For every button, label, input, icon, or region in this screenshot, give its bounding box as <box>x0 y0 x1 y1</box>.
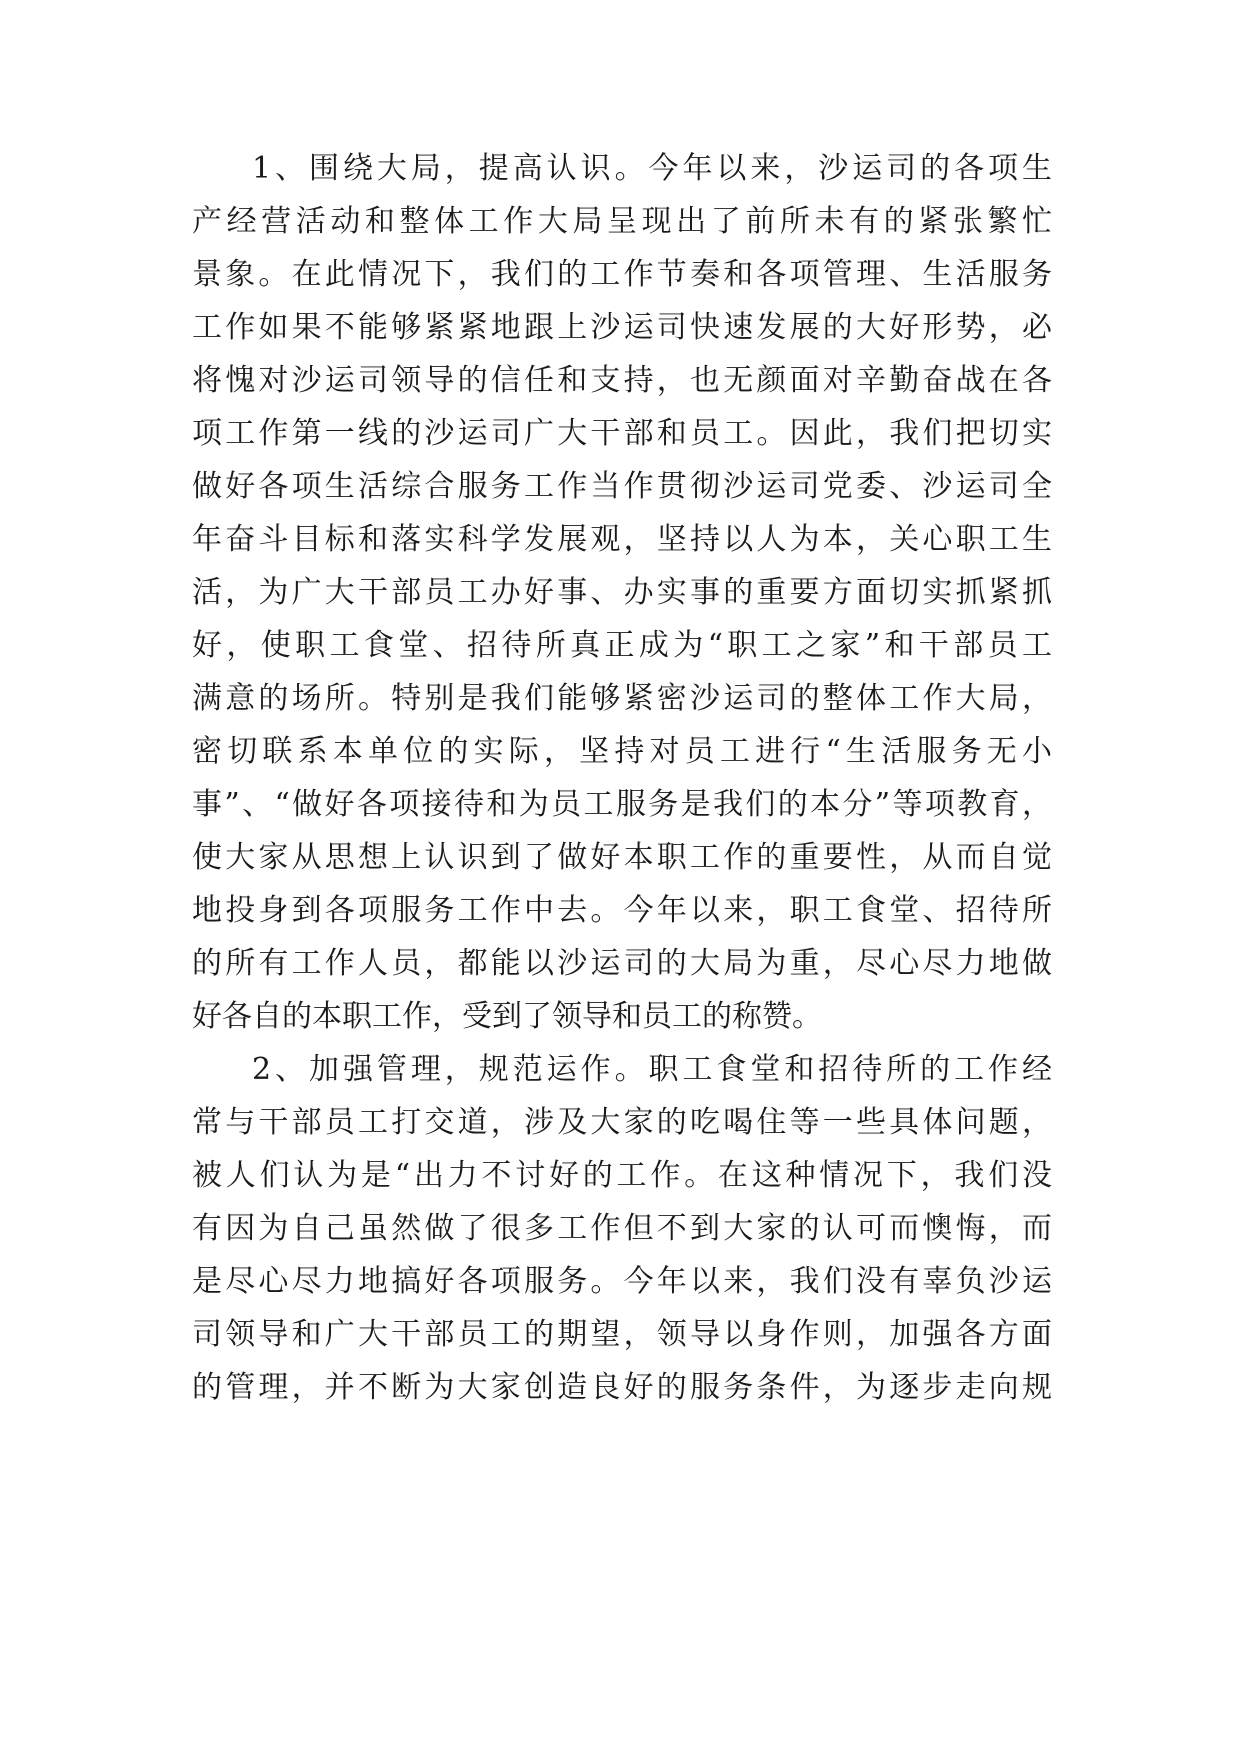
text-line: 产经营活动和整体工作大局呈现出了前所未有的紧张繁忙 <box>192 204 1052 239</box>
text-line: 项工作第一线的沙运司广大干部和员工。因此，我们把切实 <box>192 416 1052 451</box>
text-line: 年奋斗目标和落实科学发展观，坚持以人为本，关心职工生 <box>192 522 1052 557</box>
text-line: 将愧对沙运司领导的信任和支持，也无颜面对辛勤奋战在各 <box>192 363 1052 398</box>
text-line: 是尽心尽力地搞好各项服务。今年以来，我们没有辜负沙运 <box>192 1264 1052 1299</box>
text-line: 满意的场所。特别是我们能够紧密沙运司的整体工作大局， <box>192 681 1052 716</box>
text-line: 工作如果不能够紧紧地跟上沙运司快速发展的大好形势，必 <box>192 310 1052 345</box>
text-line: 使大家从思想上认识到了做好本职工作的重要性，从而自觉 <box>192 840 1052 875</box>
text-line: 2、加强管理，规范运作。职工食堂和招待所的工作经 <box>252 1052 1052 1087</box>
text-line: 好各自的本职工作，受到了领导和员工的称赞。 <box>192 999 822 1034</box>
text-line: 地投身到各项服务工作中去。今年以来，职工食堂、招待所 <box>192 893 1052 928</box>
text-line: 的所有工作人员，都能以沙运司的大局为重，尽心尽力地做 <box>192 946 1052 981</box>
text-line: 常与干部员工打交道，涉及大家的吃喝住等一些具体问题， <box>192 1105 1052 1140</box>
text-line: 被人们认为是“出力不讨好的工作。在这种情况下，我们没 <box>192 1158 1052 1193</box>
text-line: 有因为自己虽然做了很多工作但不到大家的认可而懊悔，而 <box>192 1211 1052 1246</box>
text-line: 的管理，并不断为大家创造良好的服务条件，为逐步走向规 <box>192 1370 1052 1405</box>
text-line: 1、围绕大局，提高认识。今年以来，沙运司的各项生 <box>252 151 1052 186</box>
text-line: 司领导和广大干部员工的期望，领导以身作则，加强各方面 <box>192 1317 1052 1352</box>
text-line: 密切联系本单位的实际，坚持对员工进行“生活服务无小 <box>192 734 1052 769</box>
text-line: 做好各项生活综合服务工作当作贯彻沙运司党委、沙运司全 <box>192 469 1052 504</box>
text-line: 好，使职工食堂、招待所真正成为“职工之家”和干部员工 <box>192 628 1052 663</box>
text-line: 事”、“做好各项接待和为员工服务是我们的本分”等项教育， <box>192 787 1052 822</box>
text-line: 活，为广大干部员工办好事、办实事的重要方面切实抓紧抓 <box>192 575 1052 610</box>
text-line: 景象。在此情况下，我们的工作节奏和各项管理、生活服务 <box>192 257 1052 292</box>
